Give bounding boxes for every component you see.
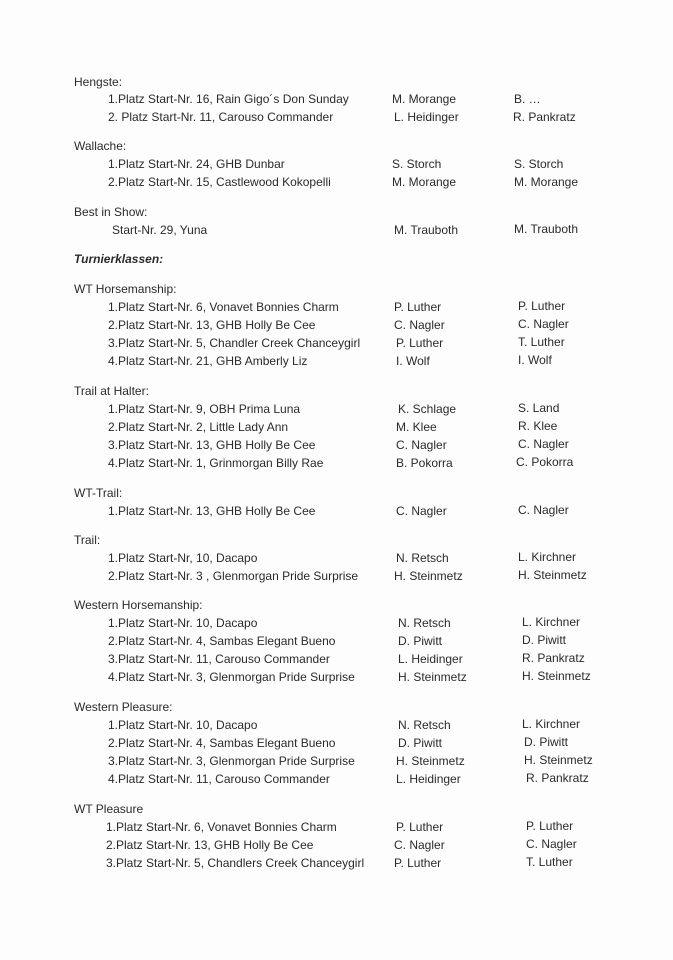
entry-owner: S. Storch <box>514 157 564 171</box>
section-title: Trail at Halter: <box>74 384 149 398</box>
entry-owner: C. Nagler <box>518 503 569 517</box>
entry-text: 1.Platz Start-Nr. 10, Dacapo <box>108 718 258 732</box>
entry-text: 4.Platz Start-Nr. 3, Glenmorgan Pride Surprise <box>108 670 355 684</box>
entry-text: 1.Platz Start-Nr. 13, GHB Holly Be Cee <box>108 504 316 518</box>
entry-rider: D. Piwitt <box>398 634 443 648</box>
entry-owner: H. Steinmetz <box>524 753 593 767</box>
entry-rider: H. Steinmetz <box>396 754 465 768</box>
entry-rider: L. Heidinger <box>396 772 461 786</box>
section-title: Trail: <box>74 533 101 547</box>
entry-owner: R. Pankratz <box>526 771 589 785</box>
section-title: WT-Trail: <box>74 486 123 500</box>
entry-text: 3.Platz Start-Nr. 13, GHB Holly Be Cee <box>108 438 316 452</box>
entry-owner: H. Steinmetz <box>522 669 591 683</box>
entry-owner: C. Nagler <box>518 437 569 451</box>
entry-rider: C. Nagler <box>396 504 447 518</box>
entry-text: 2.Platz Start-Nr. 13, GHB Holly Be Cee <box>106 838 314 852</box>
entry-rider: B. Pokorra <box>396 456 453 470</box>
entry-rider: C. Nagler <box>396 438 447 452</box>
section-title: Western Horsemanship: <box>74 598 203 612</box>
entry-text: 1.Platz Start-Nr. 9, OBH Prima Luna <box>108 402 301 416</box>
entry-text: Start-Nr. 29, Yuna <box>112 223 208 237</box>
entry-text: 2.Platz Start-Nr. 15, Castlewood Kokopelli <box>108 175 331 189</box>
entry-rider: H. Steinmetz <box>398 670 467 684</box>
entry-text: 4.Platz Start-Nr. 21, GHB Amberly Liz <box>108 354 308 368</box>
entry-owner: D. Piwitt <box>522 633 567 647</box>
entry-owner: P. Luther <box>526 819 574 833</box>
entry-rider: N. Retsch <box>398 616 451 630</box>
entry-owner: R. Pankratz <box>513 110 576 124</box>
entry-owner: R. Pankratz <box>522 651 585 665</box>
entry-owner: S. Land <box>518 401 560 415</box>
entry-text: 3.Platz Start-Nr. 5, Chandler Creek Chanceygirl <box>108 336 361 350</box>
entry-owner: L. Kirchner <box>522 615 581 629</box>
entry-text: 1.Platz Start-Nr. 10, Dacapo <box>108 616 258 630</box>
entry-text: 3.Platz Start-Nr. 11, Carouso Commander <box>108 652 330 666</box>
entry-rider: L. Heidinger <box>398 652 463 666</box>
section-title: Wallache: <box>74 139 127 153</box>
entry-rider: N. Retsch <box>398 718 451 732</box>
entry-owner: P. Luther <box>518 299 566 313</box>
entry-owner: T. Luther <box>518 335 565 349</box>
entry-owner: R. Klee <box>518 419 558 433</box>
entry-owner: C. Nagler <box>518 317 569 331</box>
entry-text: 3.Platz Start-Nr. 5, Chandlers Creek Chanceygirl <box>106 856 365 870</box>
entry-text: 4.Platz Start-Nr. 1, Grinmorgan Billy Rae <box>108 456 324 470</box>
entry-rider: S. Storch <box>392 157 442 171</box>
section-title: WT Pleasure <box>74 802 144 816</box>
entry-text: 2.Platz Start-Nr. 3 , Glenmorgan Pride Surprise <box>108 569 359 583</box>
entry-rider: P. Luther <box>396 336 444 350</box>
section-title: Hengste: <box>74 75 123 89</box>
entry-rider: K. Schlage <box>398 402 457 416</box>
section-title: Western Pleasure: <box>74 700 173 714</box>
entry-owner: L. Kirchner <box>518 550 577 564</box>
entry-text: 1.Platz Start-Nr. 6, Vonavet Bonnies Charm <box>106 820 337 834</box>
entry-rider: M. Trauboth <box>394 223 459 237</box>
section-title: Best in Show: <box>74 205 148 219</box>
entry-text: 2.Platz Start-Nr. 13, GHB Holly Be Cee <box>108 318 316 332</box>
entry-rider: P. Luther <box>394 300 442 314</box>
subheading-turnierklassen: Turnierklassen: <box>74 252 164 266</box>
entry-rider: D. Piwitt <box>398 736 443 750</box>
entry-text: 2.Platz Start-Nr. 4, Sambas Elegant Bueno <box>108 736 336 750</box>
entry-owner: H. Steinmetz <box>518 568 587 582</box>
entry-rider: M. Klee <box>396 420 437 434</box>
entry-text: 1.Platz Start-Nr. 6, Vonavet Bonnies Charm <box>108 300 339 314</box>
entry-rider: P. Luther <box>394 856 442 870</box>
entry-owner: C. Pokorra <box>516 455 574 469</box>
entry-text: 4.Platz Start-Nr. 11, Carouso Commander <box>108 772 330 786</box>
entry-owner: I. Wolf <box>518 353 552 367</box>
entry-text: 2.Platz Start-Nr. 2, Little Lady Ann <box>108 420 289 434</box>
entry-rider: L. Heidinger <box>394 110 459 124</box>
entry-text: 3.Platz Start-Nr. 3, Glenmorgan Pride Surprise <box>108 754 355 768</box>
entry-owner: D. Piwitt <box>524 735 569 749</box>
entry-text: 2. Platz Start-Nr. 11, Carouso Commander <box>108 110 334 124</box>
entry-owner: C. Nagler <box>526 837 577 851</box>
entry-text: 1.Platz Start-Nr. 24, GHB Dunbar <box>108 157 285 171</box>
entry-rider: I. Wolf <box>396 354 430 368</box>
entry-owner: L. Kirchner <box>522 717 581 731</box>
entry-owner: M. Trauboth <box>514 222 579 236</box>
entry-rider: P. Luther <box>396 820 444 834</box>
entry-owner: T. Luther <box>526 855 573 869</box>
entry-rider: N. Retsch <box>396 551 449 565</box>
entry-owner: M. Morange <box>514 175 579 189</box>
entry-text: 1.Platz Start-Nr, 10, Dacapo <box>108 551 258 565</box>
entry-rider: M. Morange <box>392 92 457 106</box>
entry-rider: M. Morange <box>392 175 457 189</box>
entry-rider: C. Nagler <box>394 318 445 332</box>
entry-text: 2.Platz Start-Nr. 4, Sambas Elegant Bueno <box>108 634 336 648</box>
entry-rider: H. Steinmetz <box>394 569 463 583</box>
entry-rider: C. Nagler <box>394 838 445 852</box>
entry-text: 1.Platz Start-Nr. 16, Rain Gigo´s Don Sunday <box>108 92 349 106</box>
section-title: WT Horsemanship: <box>74 282 177 296</box>
entry-owner: B. … <box>514 92 541 106</box>
